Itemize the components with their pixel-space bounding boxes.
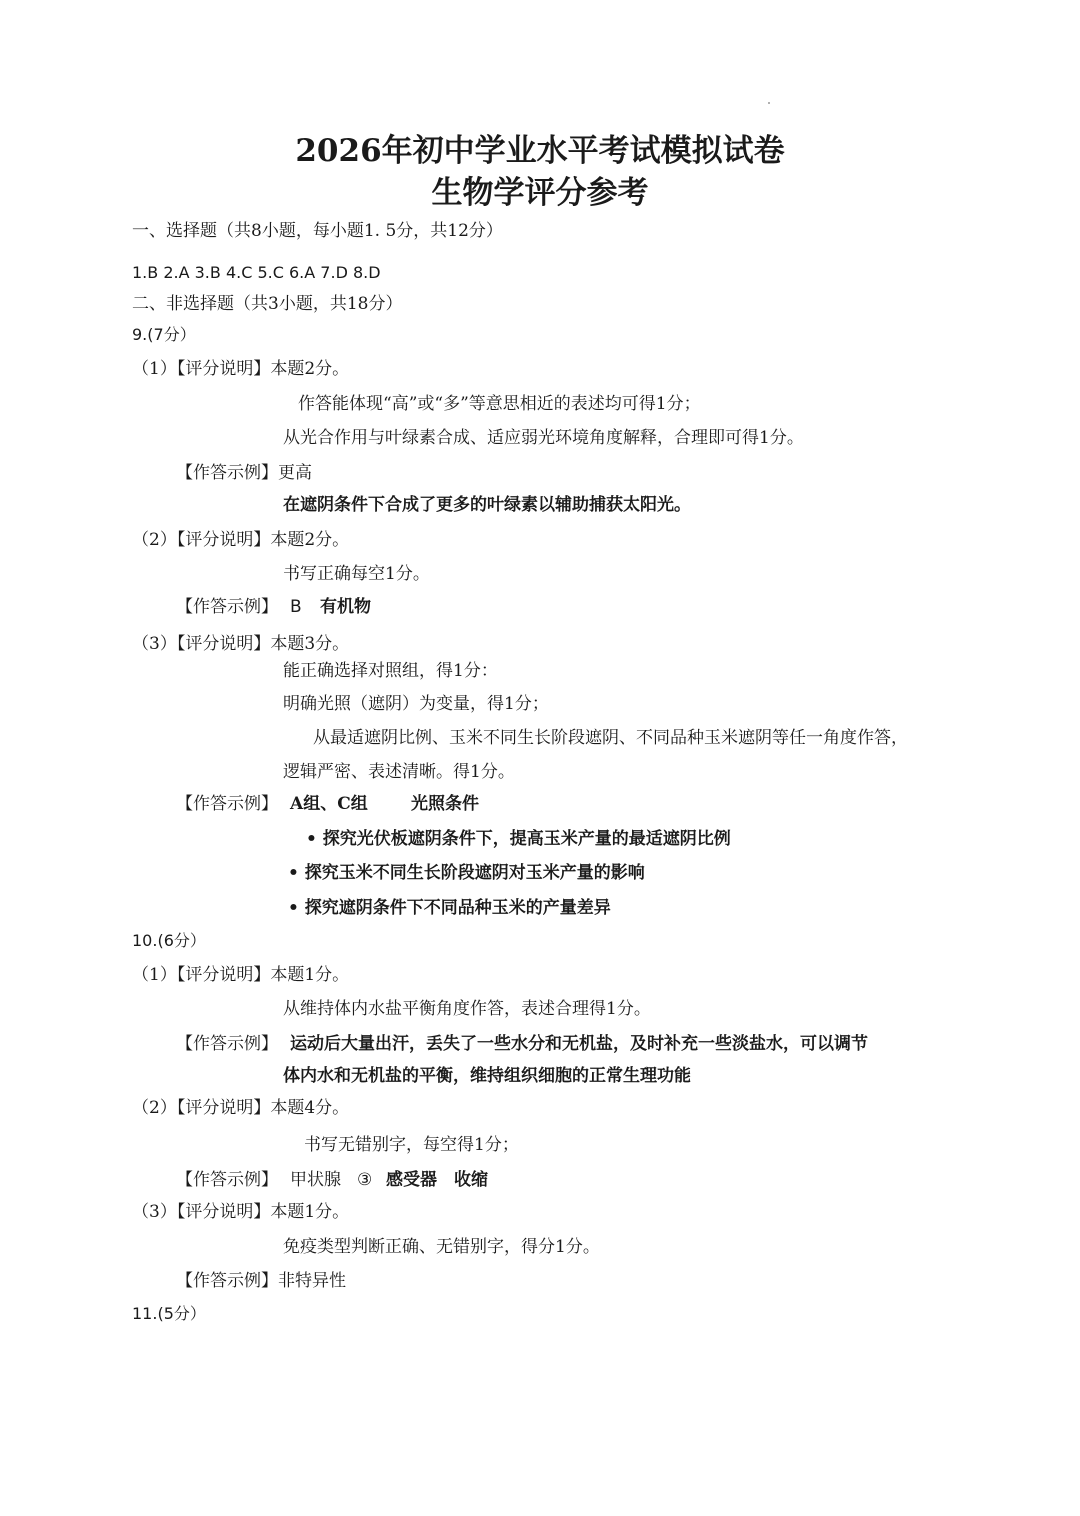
q9-part2-answer-a: B <box>290 597 302 617</box>
q10-part2-line1: 书写无错别字，每空得1分； <box>304 1135 519 1155</box>
q9-part1-example2: 在遮阴条件下合成了更多的叶绿素以辅助捕获太阳光。 <box>283 495 691 515</box>
q9-part1-line2: 从光合作用与叶绿素合成、适应弱光环境角度解释，合理即可得1分。 <box>283 428 804 448</box>
section1-answers: 1.B 2.A 3.B 4.C 5.C 6.A 7.D 8.D <box>132 263 381 282</box>
q9-part3-note: （3）【评分说明】本题3分。 <box>132 634 350 654</box>
q10-part3-note: （3）【评分说明】本题1分。 <box>132 1202 350 1222</box>
q9-part3-answer-b: 光照条件 <box>411 794 479 814</box>
q10-label: 10.(6分） <box>132 931 206 950</box>
section1-heading: 一、选择题（共8小题，每小题1. 5分，共12分） <box>132 221 503 241</box>
q9-part3-example-label: 【作答示例】 <box>176 794 278 814</box>
q9-part2-line1: 书写正确每空1分。 <box>283 564 430 584</box>
q10-part2-answer-d: 收缩 <box>454 1170 488 1190</box>
q10-part3-line1: 免疫类型判断正确、无错别字，得分1分。 <box>283 1237 600 1257</box>
q9-label: 9.(7分） <box>132 325 196 344</box>
q11-label: 11.(5分） <box>132 1304 206 1323</box>
q9-part3-line1: 能正确选择对照组，得1分： <box>283 661 498 681</box>
q9-part2-note: （2）【评分说明】本题2分。 <box>132 530 350 550</box>
q9-part3-bullet3: • 探究遮阴条件下不同品种玉米的产量差异 <box>288 898 611 918</box>
q9-part1-example: 【作答示例】更高 <box>176 463 312 483</box>
q10-part3-example: 【作答示例】非特异性 <box>176 1271 346 1291</box>
q10-part1-line1: 从维持体内水盐平衡角度作答，表述合理得1分。 <box>283 999 651 1019</box>
q9-part1-note: （1）【评分说明】本题2分。 <box>132 359 350 379</box>
q9-part3-line3: 从最适遮阴比例、玉米不同生长阶段遮阴、不同品种玉米遮阴等任一角度作答， <box>313 728 908 748</box>
section2-heading: 二、非选择题（共3小题，共18分） <box>132 294 403 314</box>
q9-part3-answer-a: A组、C组 <box>290 794 368 814</box>
q10-part2-answer-a: 甲状腺 <box>290 1170 341 1190</box>
page-title: 2026年初中学业水平考试模拟试卷 <box>295 133 785 169</box>
q9-part1-line1: 作答能体现“高”或“多”等意思相近的表述均可得1分； <box>298 394 701 414</box>
q9-part2-example-label: 【作答示例】 <box>176 597 278 617</box>
q10-part2-example-label: 【作答示例】 <box>176 1170 278 1190</box>
q10-part2-note: （2）【评分说明】本题4分。 <box>132 1098 350 1118</box>
q9-part3-line4: 逻辑严密、表述清晰。得1分。 <box>283 762 515 782</box>
q9-part3-bullet2: • 探究玉米不同生长阶段遮阴对玉米产量的影响 <box>288 863 645 883</box>
page-subtitle: 生物学评分参考 <box>431 175 649 211</box>
q9-part2-answer-b: 有机物 <box>320 597 371 617</box>
q10-part1-note: （1）【评分说明】本题1分。 <box>132 965 350 985</box>
q10-part1-answer-line2: 体内水和无机盐的平衡，维持组织细胞的正常生理功能 <box>283 1066 691 1086</box>
q9-part3-line2: 明确光照（遮阴）为变量，得1分； <box>283 694 549 714</box>
q10-part1-example-label: 【作答示例】 <box>176 1034 278 1054</box>
q10-part2-answer-b: ③ <box>357 1170 373 1190</box>
scan-speck <box>768 102 770 104</box>
q10-part1-answer-line1: 运动后大量出汗，丢失了一些水分和无机盐，及时补充一些淡盐水，可以调节 <box>290 1034 868 1054</box>
q9-part3-bullet1: • 探究光伏板遮阴条件下，提高玉米产量的最适遮阴比例 <box>306 829 731 849</box>
q10-part2-answer-c: 感受器 <box>386 1170 437 1190</box>
